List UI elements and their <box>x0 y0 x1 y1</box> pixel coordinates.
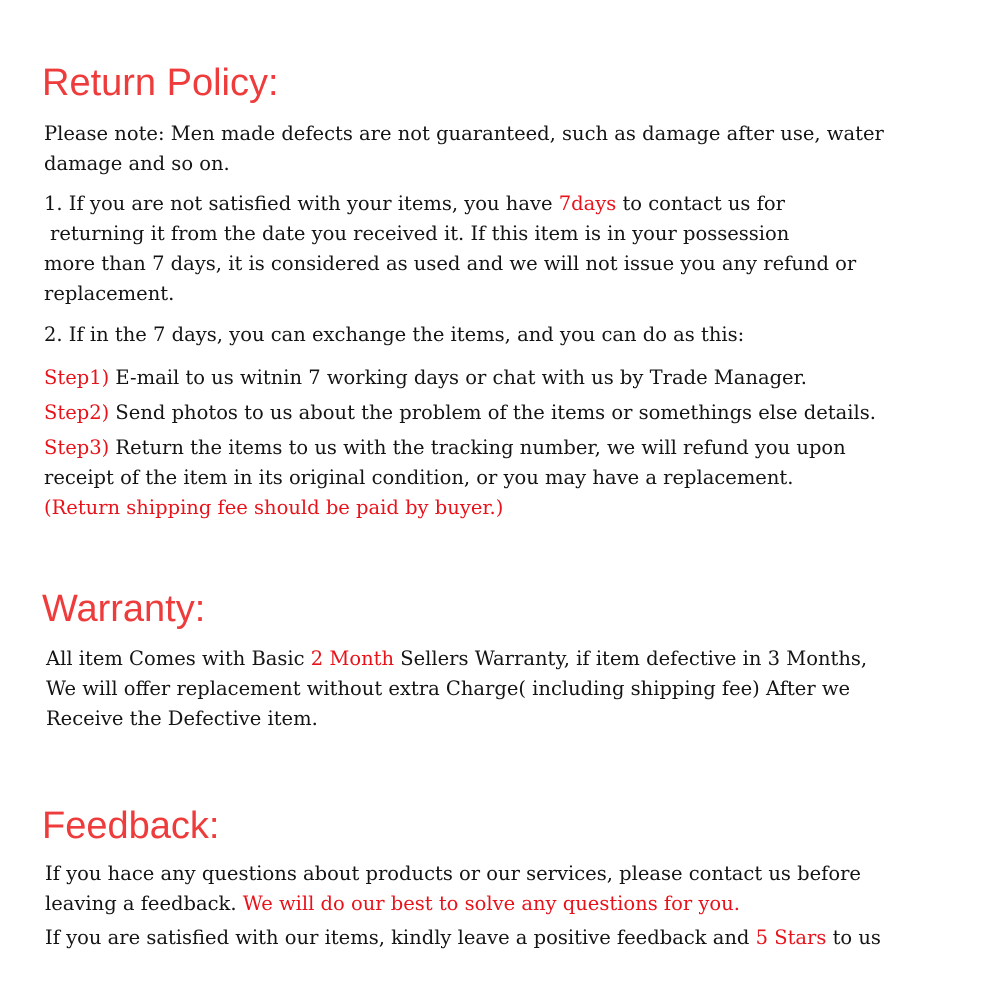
feedback-text-b: If you are satisfied with our items, kindly leave a positive feedback and <box>45 926 756 949</box>
step-3-text: Return the items to us with the tracking number, we will refund you upon <box>109 436 846 459</box>
return-step-3-line-2: receipt of the item in its original condition, or you may have a replacement. <box>44 466 794 489</box>
return-item-2: 2. If in the 7 days, you can exchange the items, and you can do as this: <box>44 323 745 346</box>
warranty-text-a: All item Comes with Basic <box>46 647 311 670</box>
return-policy-heading: Return Policy: <box>42 62 279 104</box>
feedback-promise-highlight: We will do our best to solve any questions for you. <box>242 892 740 915</box>
warranty-line-1 <box>46 649 867 669</box>
feedback-line-2 <box>45 894 740 914</box>
feedback-text-a: leaving a feedback. <box>45 892 243 915</box>
return-note-line-2: damage and so on. <box>44 152 230 175</box>
return-shipping-note: (Return shipping fee should be paid by buyer.) <box>44 496 504 519</box>
return-item-1-line-3: more than 7 days, it is considered as used and we will not issue you any refund or <box>44 252 857 275</box>
feedback-text-c: to us <box>826 926 881 949</box>
step-2-label: Step2) <box>44 401 110 424</box>
return-item-1-line-4: replacement. <box>44 282 175 305</box>
feedback-line-1: If you hace any questions about products or our services, please contact us before <box>45 862 861 885</box>
return-item-1-text-a: 1. If you are not satisfied with your items, you have <box>44 192 559 215</box>
return-note-line-1: Please note: Men made defects are not guaranteed, such as damage after use, water <box>44 122 884 145</box>
feedback-heading: Feedback: <box>42 805 220 847</box>
step-3-label: Step3) <box>44 436 110 459</box>
warranty-line-2: We will offer replacement without extra Charge( including shipping fee) After we <box>46 677 851 700</box>
step-1-text: E-mail to us witnin 7 working days or chat with us by Trade Manager. <box>109 366 807 389</box>
warranty-heading: Warranty: <box>42 588 206 630</box>
return-step-3 <box>44 438 846 458</box>
feedback-line-3 <box>45 928 881 948</box>
five-stars-highlight: 5 Stars <box>755 926 827 949</box>
return-step-1 <box>44 368 807 388</box>
return-item-1-line-2: returning it from the date you received it. If this item is in your possession <box>50 222 790 245</box>
return-item-1-text-b: to contact us for <box>616 192 785 215</box>
step-1-label: Step1) <box>44 366 110 389</box>
return-item-1-line-1 <box>44 194 785 214</box>
return-days-highlight: 7days <box>558 192 617 215</box>
warranty-text-b: Sellers Warranty, if item defective in 3 Months, <box>394 647 868 670</box>
return-step-2 <box>44 403 876 423</box>
warranty-period-highlight: 2 Month <box>310 647 395 670</box>
warranty-line-3: Receive the Defective item. <box>46 707 318 730</box>
step-2-text: Send photos to us about the problem of the items or somethings else details. <box>109 401 876 424</box>
